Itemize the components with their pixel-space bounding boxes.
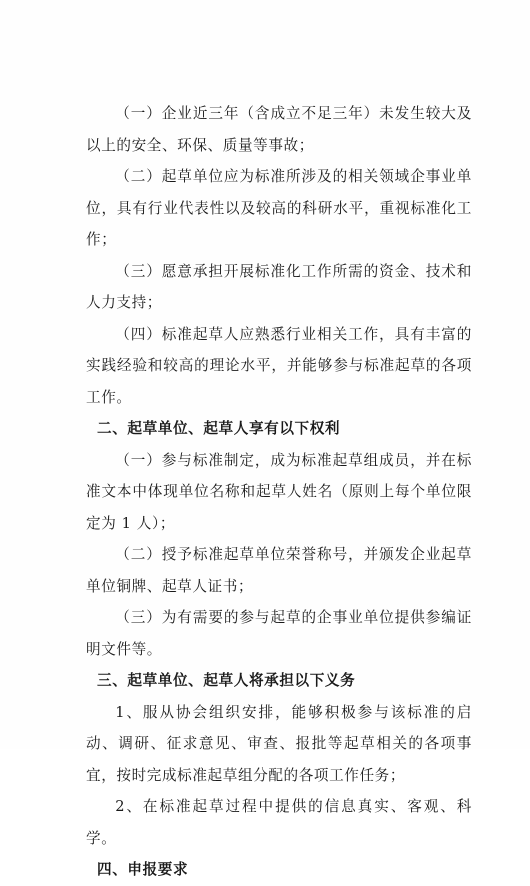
section-heading-application: 四、申报要求	[97, 861, 189, 878]
section-heading-duties: 三、起草单位、起草人将承担以下义务	[97, 672, 356, 689]
section-heading-rights: 二、起草单位、起草人享有以下权利	[97, 420, 341, 437]
duties-paragraph-2: 2、在标准起草过程中提供的信息真实、客观、科学。	[86, 798, 472, 847]
requirement-paragraph-2: （二）起草单位应为标准所涉及的相关领域企事业单位，具有行业代表性以及较高的科研水平，重视标准化工作；	[86, 168, 472, 248]
document-body	[86, 98, 472, 886]
rights-paragraph-3: （三）为有需要的参与起草的企事业单位提供参编证明文件等。	[86, 609, 472, 658]
requirement-paragraph-3: （三）愿意承担开展标准化工作所需的资金、技术和人力支持；	[86, 262, 472, 311]
requirement-paragraph-1: （一）企业近三年（含成立不足三年）未发生较大及以上的安全、环保、质量等事故；	[86, 105, 472, 154]
duties-paragraph-1: 1、服从协会组织安排，能够积极参与该标准的启动、调研、征求意见、审查、报批等起草相关的各项事宜，按时完成标准起草组分配的各项工作任务；	[86, 703, 472, 784]
rights-paragraph-2: （二）授予标准起草单位荣誉称号，并颁发企业起草单位铜牌、起草人证书；	[86, 546, 472, 595]
requirement-paragraph-4: （四）标准起草人应熟悉行业相关工作，具有丰富的实践经验和较高的理论水平，并能够参与标准起草的各项工作。	[86, 325, 472, 406]
rights-paragraph-1: （一）参与标准制定，成为标准起草组成员，并在标准文本中体现单位名称和起草人姓名（原则上每个单位限定为 1 人）；	[86, 451, 472, 532]
